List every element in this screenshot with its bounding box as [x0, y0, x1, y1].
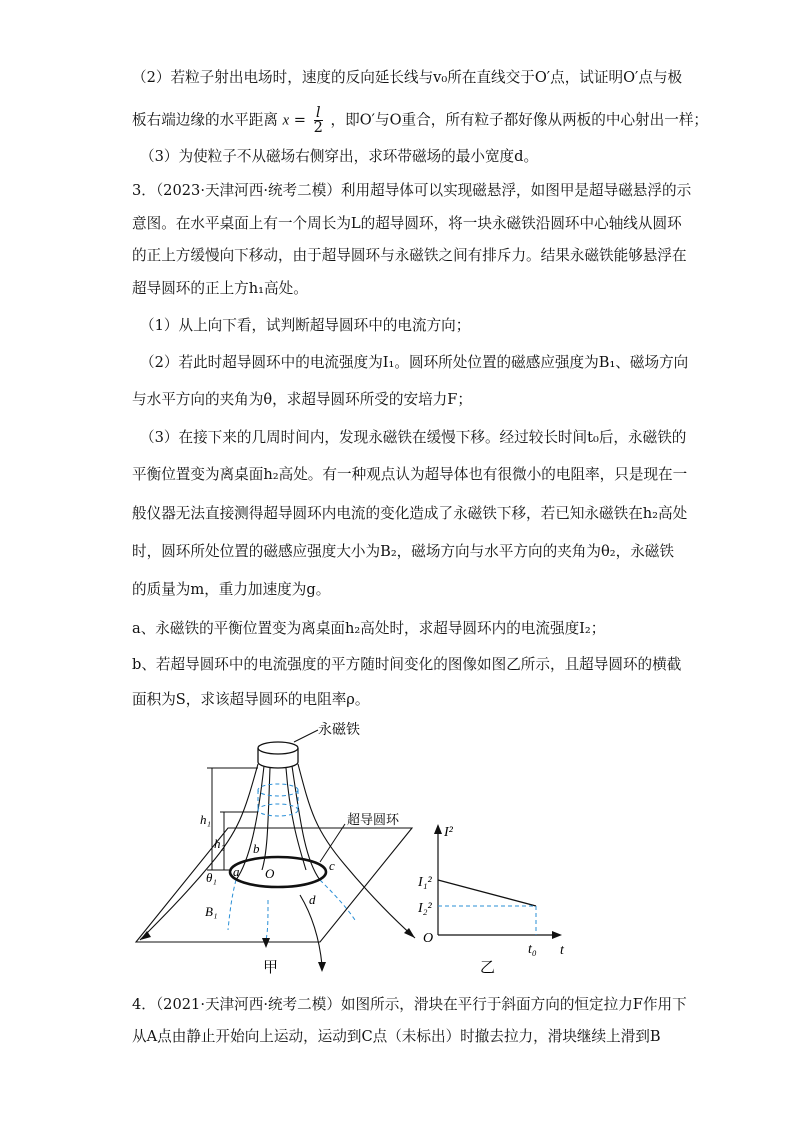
formula-var-x: x — [282, 112, 290, 129]
q3-part2-line2: 与水平方向的夹角为θ，求超导圆环所受的安培力F； — [132, 391, 472, 408]
caption-jia: 甲 — [263, 958, 279, 976]
q2-part2-line2 — [132, 106, 708, 135]
figure-jia — [0, 720, 794, 1020]
q4-stem-line1: 4．（2021·天津河西·统考二模）如图所示，滑块在平行于斜面方向的恒定拉力F作用下 — [132, 996, 687, 1013]
label-theta1: θ₁ — [206, 870, 217, 885]
y-axis-arrow — [434, 824, 442, 834]
x-axis-arrow — [552, 931, 562, 939]
q3-part3-line1: （3）在接下来的几周时间内，发现永磁铁在缓慢下移。经过较长时间t₀后，永磁铁的 — [140, 429, 687, 446]
q2-part3: （3）为使粒子不从磁场右侧穿出，求环带磁场的最小宽度d。 — [140, 148, 539, 165]
height-markers — [207, 768, 258, 870]
magnet-leader-line — [294, 730, 318, 742]
label-B1: B₁ — [205, 904, 218, 919]
yi-t0: t₀ — [528, 942, 537, 957]
label-h2: h₂ — [214, 836, 226, 851]
caption-yi: 乙 — [480, 958, 496, 976]
q3-part1: （1）从上向下看，试判断超导圆环中的电流方向； — [140, 317, 471, 334]
label-h1: h₁ — [200, 812, 212, 827]
graph-line — [438, 880, 536, 906]
yi-I1sq: I₁² — [418, 875, 432, 890]
permanent-magnet — [258, 742, 298, 768]
desk-plane — [136, 828, 412, 942]
q3-stem-line2: 意图。在水平桌面上有一个周长为L的超导圆环，将一块永磁铁沿圆环中心轴线从圆环 — [132, 215, 682, 232]
q3-part3-line3: 般仪器无法直接测得超导圆环内电流的变化造成了永磁铁下移，若已知永磁铁在h₂高处 — [132, 505, 688, 522]
q3-part3-line4: 时，圆环所处位置的磁感应强度大小为B₂，磁场方向与水平方向的夹角为θ₂，永磁铁 — [132, 543, 674, 560]
q3-sub-b-line1: b、若超导圆环中的电流强度的平方随时间变化的图像如图乙所示，且超导圆环的横截 — [132, 656, 682, 673]
q4-stem-line2: 从A点由静止开始向上运动，运动到C点（未标出）时撤去拉力，滑块继续上滑到B — [132, 1028, 661, 1045]
q3-part2-line1: （2）若此时超导圆环中的电流强度为I₁。圆环所处位置的磁感应强度为B₁、磁场方向 — [140, 354, 689, 371]
q3-stem-line4: 超导圆环的正上方h₁高处。 — [132, 280, 308, 297]
label-c: c — [329, 858, 335, 873]
q2-part2-line2-text-b: ，即O′与O重合，所有粒子都好像从两板的中心射出一样； — [330, 111, 709, 129]
yi-ylabel: I² — [444, 825, 453, 840]
q2-part2-line2-text-a: 板右端边缘的水平距离 — [132, 111, 278, 129]
yi-I2sq: I₂² — [418, 901, 432, 916]
magnet-label: 永磁铁 — [318, 722, 360, 738]
yi-origin: O — [423, 931, 434, 946]
superconducting-ring — [230, 857, 326, 887]
label-b: b — [253, 841, 260, 856]
label-d: d — [309, 892, 316, 907]
yi-xlabel: t — [560, 943, 564, 958]
field-lines — [140, 764, 415, 965]
ring-leader-line — [320, 824, 345, 862]
q3-sub-b-line2: 面积为S，求该超导圆环的电阻率ρ。 — [132, 691, 370, 708]
fraction-numerator: l — [314, 106, 323, 121]
ring-label: 超导圆环 — [347, 813, 400, 828]
q3-stem-line3: 的正上方缓慢向下移动，由于超导圆环与永磁铁之间有排斥力。结果永磁铁能够悬浮在 — [132, 247, 687, 264]
q2-part2-line1: （2）若粒子射出电场时，速度的反向延长线与v₀所在直线交于O′点，试证明O′点与极 — [132, 69, 683, 86]
q3-part3-line5: 的质量为m，重力加速度为g。 — [132, 581, 331, 598]
label-a: a — [233, 864, 240, 879]
q3-part3-line2: 平衡位置变为离桌面h₂高处。有一种观点认为超导体也有很微小的电阻率，只是现在一 — [132, 466, 688, 483]
label-O: O — [265, 866, 275, 881]
q3-stem-line1: 3．（2023·天津河西·统考二模）利用超导体可以实现磁悬浮，如图甲是超导磁悬浮的示 — [132, 182, 692, 199]
formula-equals: = — [293, 111, 306, 129]
field-lines-dashed — [228, 784, 355, 940]
q3-sub-a: a、永磁铁的平衡位置变为离桌面h₂高处时，求超导圆环内的电流强度I₂； — [132, 620, 606, 637]
formula-fraction — [314, 106, 323, 135]
figure-yi — [417, 824, 565, 976]
fraction-denominator: 2 — [313, 119, 323, 136]
